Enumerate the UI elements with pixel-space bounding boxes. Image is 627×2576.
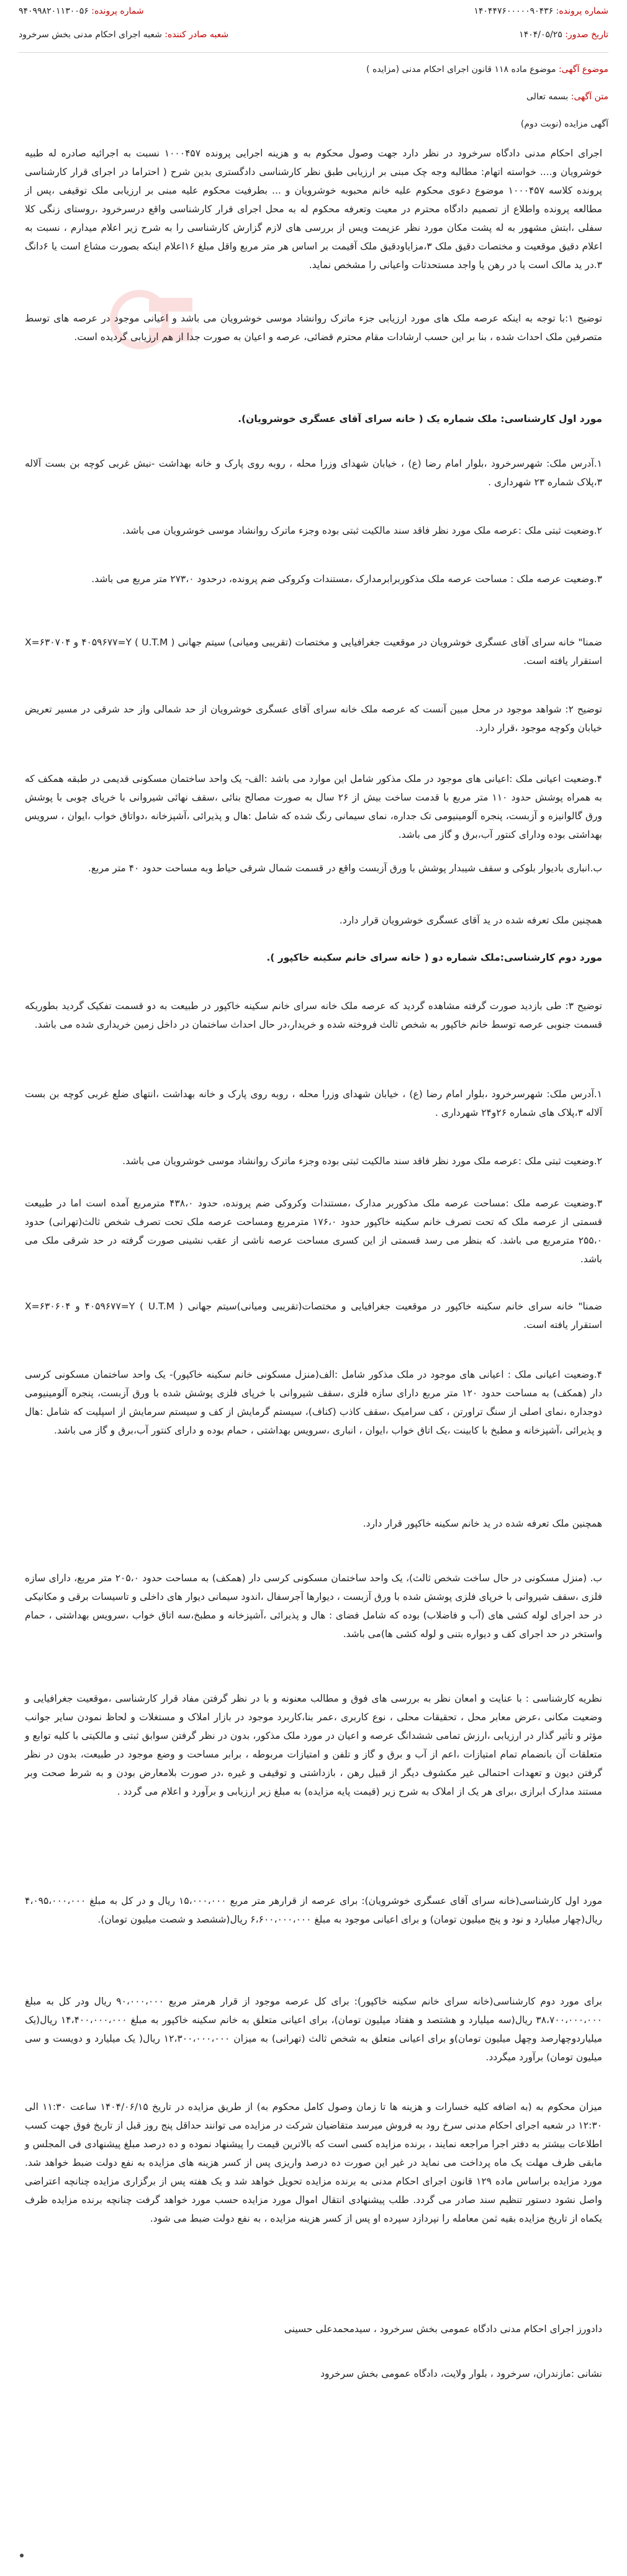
issuing-branch-label: شعبه صادر کننده: [165, 30, 229, 40]
paragraph-first-area: ۳.وضعیت عرصه ملک : مساحت عرصه ملک مذکوربرابرمدارک ،مستندات وکروکی ضم پرونده، درحدود ۲۷۳،۰ متر مربع می باشد. [91, 573, 602, 585]
paragraph-address: نشانی :مازندران، سرخرود ، بلوار ولایت، دادگاه عمومی بخش سرخرود [320, 2368, 602, 2379]
paragraph-note-3: توضیح ۳: طی بازدید صورت گرفته مشاهده گردید که عرصه ملک خانه سرای خانم سکینه خاکپور در طبیعت به دو قسمت تفکیک گردید بطوریکه قسمت جنوبی عرصه توسط خانم خاکپور به شخص ثالث فروخته شده و خریدار،در حال احداث ساختمان در داخل زمین خریداری شده می باشد. [25, 1000, 602, 1030]
paragraph-first-address: ۱.آدرس ملک: شهرسرخرود ،بلوار امام رضا (ع) ، خیابان شهدای وزرا محله ، روبه روی پارک و خانه بهداشت -نبش غربی کوچه بن بست آلاله ۳،پلاک شماره ۲۳ شهرداری . [25, 458, 602, 488]
case-number-value: ۱۴۰۴۴۷۶۰۰۰۰۰۹۰۴۳۶ [474, 6, 554, 16]
paragraph-intro: اجرای احکام مدنی دادگاه سرخرود در نظر دارد جهت وصول محکوم به و هزینه اجرایی پرونده ۱۰۰۰۴۵۷ نسبت به اجرائیه صادره له طبیه خوشرویان و.... خواسته اتهام: مطالبه وجه چک مبنی بر ارزیابی طبق نظر کارشناسی دادگستری بدین شرح ( احتراما در اجرای قرار کارشناسی پرونده کلاسه ۱۰۰۰۴۵۷ موضوع دعوی محکوم علیه خانم محبوبه خوشرویان و ... بطرفیت محکوم علیه مبنی بر ارزیابی ملک توقیفی ،پس از مطالعه پرونده واطلاع از تصمیم دادگاه محترم در معیت وتعرفه محکوم له به محل اجرای قرار کارشناسی واقع درسرخرود ،روستای زنگی کلا سفلی ،ابتش مشهور به له پشت مکان مورد نظر عزیمت ویس از بررسی های لازم گزارش کارشناسی را به شرح زیر اعلام میدارم ، نسبت به اعلام دقیق موقعیت و مختصات دقیق ملک ۳،مزایاودقیق ملک آقیمت بر اساس هر متر مربع واقل مبلغ ۱۶اعلام اینکه بصورت مشاع است یا ۶دانگ ۳.در ید مالک است یا در رهن یا واجد مستحدثات واعیانی را مشخص نماید. [25, 148, 603, 271]
file-number-label: شماره پرونده: [91, 6, 144, 16]
paragraph-second-item-title: مورد دوم کارشناسی:ملک شماره دو ( خانه سرای خانم سکینه خاکپور ). [266, 952, 602, 963]
issue-date-value: ۱۴۰۴/۰۵/۲۵ [519, 30, 562, 40]
text-value: بسمه تعالی [526, 92, 569, 102]
paragraph-second-address: ۱.آدرس ملک: شهرسرخرود ،بلوار امام رضا (ع) ، خیابان شهدای وزرا محله ، روبه روی پارک و خانه بهداشت ،انتهای ضلع غربی کوچه بن بست آلاله ۳،پلاک های شماره ۲۶و۲۴ شهرداری . [25, 1088, 602, 1118]
issuing-branch [19, 30, 228, 40]
paragraph-signature: دادورز اجرای احکام مدنی دادگاه عمومی بخش سرخرود ، سیدمحمدعلی حسینی [284, 2323, 602, 2335]
case-number [474, 6, 608, 16]
paragraph-first-possession: همچنین ملک تعرفه شده در ید آقای عسگری خوشرویان قرار دارد. [339, 915, 602, 926]
file-number-value: ۹۴۰۹۹۸۲۰۱۱۳۰۰۵۶ [19, 6, 89, 16]
notice-text [19, 92, 608, 110]
divider [19, 52, 608, 53]
paragraph-note-2: توضیح ۲: شواهد موجود در محل مبین آنست که عرصه ملک خانه سرای آقای عسگری خوشرویان از حد شمالی واز حد شرقی در مسیر تعریض خیابان وکوچه موجود ،قرار دارد. [25, 704, 602, 734]
paragraph-first-registry: ۲.وضعیت ثبتی ملک :عرصه ملک مورد نظر فاقد سند مالکیت ثبتی بوده وجزء ماترک روانشاد موسی خوشرویان می باشد. [122, 525, 602, 536]
paragraph-first-item-title: مورد اول کارشناسی: ملک شماره یک ( خانه سرای آقای عسگری خوشرویان). [238, 413, 602, 424]
paragraph-second-coordinates: ضمنا" خانه سرای خانم سکینه خاکپور در موقعیت جغرافیایی و مختصات(تقریبی ومیانی)سیتم جهانی ( U.T.M ) ۴۰۵۹۶۷۷=Y و ۶۳۰۶۰۴=X استقرار یافته است. [25, 1301, 602, 1331]
paragraph-second-area: ۳.وضعیت عرصه ملک :مساحت عرصه ملک مذکوربر مدارک ،مستندات وکروکی ضم پرونده، حدود ۴۳۸،۰ مترمربع آمده است اما در طبیعت قسمتی از عرصه ملک که تحت تصرف خانم سکینه خاکپور حدود ۱۷۶،۰ مترمربع ومساحت عرصه ملک تحت تصرف شخص ثالث(تهرانی) حدود ۲۵۵،۰ مترمربع می باشد. که بنظر می رسد قسمتی از این کسری مساحت عرصه ناشی از عقب نشینی صورت گرفته در حد شرقی ملک می باشد. [25, 1198, 603, 1265]
paragraph-auction-terms: میزان محکوم به (به اضافه کلیه خسارات و هزینه ها تا زمان وصول کامل محکوم به) از طریق مزایده در تاریخ ۱۴۰۴/۰۶/۱۵ ساعت ۱۱:۳۰ الی ۱۲:۳۰ در شعبه اجرای احکام مدنی سرخ رود به فروش میرسد متقاضیان شرکت در مزایده می توانند حداقل پنج روز قبل از تاریخ فوق جهت کسب اطلاعات بیشتر به دفتر اجرا مراجعه نمایند ، برنده مزایده کسی است که بالاترین قیمت را پیشنهاد نموده و ده درصد مبلغ پیشنهادی فی المجلس و مابقی ظرف مهلت یک ماه پرداخت می نماید در غیر این صورت ده درصد واریزی پس از کسر هزینه های مزایده به نفع دولت ضبط خواهد شد. مورد مزایده براساس ماده ۱۲۹ قانون اجرای احکام مدنی به برنده مزایده تحویل خواهد شد و یک هفته پس از برگزاری مزایده چنانچه اعتراضی واصل نشود دستور تنظیم سند صادر می گردد. طلب پیشنهادی انتقال اموال مورد مزایده حسب مورد خواهد گرفت چنانچه برنده مزایده ظرف یکماه از تاریخ مزایده بقیه ثمن معامله را نپردازد سپرده او پس از کسر هزینه مزایده ، به نفع دولت ضبط می شود. [25, 2101, 602, 2224]
paragraph-second-buildings: ۴.وضعیت اعیانی ملک : اعیانی های موجود در ملک مذکور شامل :الف(منزل مسکونی خانم سکینه خاکپور)- یک واحد ساختمان مسکونی کرسی دار (همکف) به مساحت حدود ۱۲۰ متر مربع دارای سازه فلزی ،سقف شیروانی با خرپای فلزی پوشش شده با ورق آزبست، پنجره آلومینیومی دوجداره ،نمای اصلی از سنگ تراورتن ، کف سرامیک ،سقف کاذب (کناف)، سیستم گرمایش از کف و سیستم سرمایش از اسپلیت که شامل :هال و پذیرائی ،آشپزخانه و مطبخ با کابینت ،یک اتاق خواب ،ایوان ، انباری ،سرویس بهداشتی ، حمام بوده و دارای کنتور آب،برق و گاز می باشد. [25, 1369, 602, 1436]
header-row-1 [19, 6, 608, 25]
issuing-branch-value: شعبه اجرای احکام مدنی بخش سرخرود [19, 30, 162, 40]
paragraph-third-party-building: ب. (منزل مسکونی در حال ساخت شخص ثالث)، یک واحد ساختمان مسکونی کرسی دار (همکف) به مساحت حدود ۲۰۵،۰ متر مربع، دارای سازه فلزی ،سقف شیروانی با خرپای فلزی پوشش شده با ورق آزبست ، دیوارها آجرسفال ،اندود سیمانی دیوار های داخلی و تاسیسات برقی و مکانیکی در حد اجرای لوله کشی های (آب و فاضلاب) بوده که شامل فضای : هال و پذیرائی ،آشپزخانه و مطبخ،سه اتاق خواب ،سرویس بهداشتی ، حمام واستخر در حد اجرای کف و دیواره بتنی و لوله کشی ها)می باشد. [25, 1573, 602, 1640]
text-label: متن آگهی: [571, 92, 608, 102]
page-marker-icon [20, 2554, 24, 2557]
paragraph-note-1: توضیح ۱:با توجه به اینکه عرصه ملک های مورد ارزیابی جزء ماترک روانشاد موسی خوشرویان می باشد و اعیانی موجود در عرصه های توسط متصرفین ملک احداث شده ، بنا بر این حسب ارشادات مقام محترم قضائی، عرصه و اعیان به صورت جدا از هم ارزیابی گردیده است. [25, 313, 603, 343]
issue-date [519, 30, 608, 40]
paragraph-second-possession: همچنین ملک تعرفه شده در ید خانم سکینه خاکپور قرار دارد. [363, 1518, 602, 1529]
paragraph-first-coordinates: ضمنا" خانه سرای آقای عسگری خوشرویان در موقعیت جغرافیایی و مختصات (تقریبی ومیانی) سیتم جهانی ( U.T.M ) ۴۰۵۹۶۷۷=Y و ۶۳۰۷۰۴=X استقرار یافته است. [25, 637, 603, 666]
case-number-label: شماره پرونده: [556, 6, 608, 16]
notice-subject [19, 65, 608, 83]
paragraph-second-valuation: برای مورد دوم کارشناسی(خانه سرای خانم سکینه خاکپور): برای کل عرصه موجود از قرار هرمتر مربع ۹۰،۰۰۰،۰۰۰ ریال ودر کل به مبلغ ۳۸،۷۰۰،۰۰۰،۰۰۰ ریال(سه میلیارد و هشتصد و هفتاد میلیون تومان)، برای اعیانی متعلق به خانم سکینه خاکپور به مبلغ ۱۴،۴۰۰،۰۰۰،۰۰۰ ریال(یک میلیاردوچهارصد وچهل میلیون تومان)و برای اعیانی متعلق به شخص ثالث (تهرانی) به میزان ۱۲،۳۰۰،۰۰۰،۰۰۰ ریال( یک میلیارد و دویست و سی میلیون تومان) برآورد میگردد. [25, 1996, 602, 2063]
subject-label: موضوع آگهی: [558, 65, 608, 74]
ad-title-text: آگهی مزایده (نوبت دوم) [520, 119, 608, 129]
header-row-2 [19, 30, 608, 48]
file-number [19, 6, 144, 16]
paragraph-first-storage: ب.انباری بادیوار بلوکی و سقف شیبدار پوشش با ورق آزبست واقع در قسمت شمال شرقی حیاط وبه مساحت حدود ۴۰ متر مربع. [88, 863, 602, 874]
paragraph-first-buildings: ۴.وضعیت اعیانی ملک :اعیانی های موجود در ملک مذکور شامل این موارد می باشد :الف- یک واحد ساختمان مسکونی قدیمی در طبقه همکف که به همراه پوشش حدود ۱۱۰ متر مربع با قدمت ساخت بیش از ۲۶ سال به صورت مصالح بنائی ،سقف نهائی شیروانی با خرپای چوبی با پوشش ورق گالوانیزه و آزبست، پنجره آلومینیومی تک جداره، نمای سیمانی رنگ شده که شامل :هال و پذیرائی ،آشپزخانه ،دواتاق خواب ،ایوان ، سرویس بهداشتی بوده ودارای کنتور آب،برق و گاز می باشد. [25, 773, 602, 840]
ad-title [19, 119, 608, 138]
issue-date-label: تاریخ صدور: [565, 30, 608, 40]
paragraph-first-valuation: مورد اول کارشناسی(خانه سرای آقای عسگری خوشرویان): برای عرصه از قرارهر متر مربع ۱۵،۰۰۰،۰۰۰ ریال و در کل به مبلغ ۴،۰۹۵،۰۰۰،۰۰۰ ریال(چهار میلیارد و نود و پنج میلیون تومان) و برای اعیانی موجود به مبلغ ۶،۶۰۰،۰۰۰،۰۰۰ ریال(ششصد و شصت میلیون تومان). [25, 1895, 602, 1925]
subject-value: موضوع ماده ۱۱۸ قانون اجرای احکام مدنی (مزایده ) [366, 65, 556, 74]
paragraph-second-registry: ۲.وضعیت ثبتی ملک :عرصه ملک مورد نظر فاقد سند مالکیت ثبتی بوده وجزء ماترک روانشاد موسی خوشرویان می باشد. [122, 1156, 602, 1167]
paragraph-expert-opinion: نظریه کارشناسی : با عنایت و امعان نظر به بررسی های فوق و مطالب معنونه و با در نظر گرفتن مفاد قرار کارشناسی ،موقعیت جغرافیایی و وضعیت مکانی ،عرض معابر محل ، تحقیقات محلی ، نوع کاربری ،عمر بنا،کاربرد موجود در بازار املاک و مستغلات و لحاظ نمودن سایر جوانب مؤثر و تأثیر گذار در ارزیابی ،ارزش تمامی ششدانگ عرصه و اعیان در مورد ملک مذکور، بدون در نظر گرفتن سوابق ثبتی و مالکیتی با کلیه توابع و متعلقات آن بانضمام تمام امتیازات ،اعم از آب و برق و گاز و تلفن و امتیازات مربوطه ، برابر مساحت و وضع موجود در طبیعت، بدون در نظر گرفتن دیون و تعهدات احتمالی غیر مکشوف دیگر از قبیل رهن ، بازداشتی و توقیفی و غیره ،در صورت بلامعارض بودن و به شرط صحت وبر مستند مدارک ابرازی ،برای هر یک از املاک به شرح زیر (قیمت پایه مزایده) به مبلغ زیر ارزیابی و برآورد و اعلام می گردد . [25, 1693, 602, 1797]
